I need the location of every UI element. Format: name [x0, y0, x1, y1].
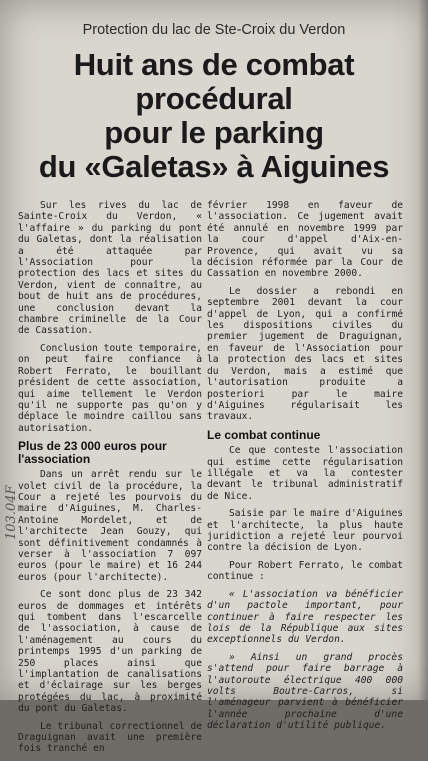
- title-line-1: Huit ans de combat: [73, 47, 355, 82]
- title-line-4: du «Galetas» à Aiguines: [38, 149, 390, 184]
- right-paragraph-1: février 1998 en faveur de l'association. Ce jugement avait été annulé en novembre 1999 par la cour d'appel d'Aix-en-Provence, qui avait vu sa décision réformée par la Cour de Cassation en novembre 2000.: [207, 200, 403, 280]
- left-paragraph-5: Le tribunal correctionnel de Draguignan avait une première fois tranché en: [18, 720, 202, 755]
- paper-edge-shadow: [418, 0, 428, 700]
- handwritten-note: 103.04F: [4, 485, 19, 540]
- article-title: [6, 48, 422, 184]
- title-line-2: procédural: [135, 81, 293, 116]
- left-subheading: Plus de 23 000 euros pour l'association: [18, 439, 167, 466]
- article-right-column: [207, 200, 403, 738]
- title-line-3: pour le parking: [104, 115, 324, 150]
- right-subheading: Le combat continue: [207, 427, 321, 442]
- right-paragraph-6: « L'association va bénéficier d'un pactole important, pour continuer à faire respecter les lois de la République aux sites exceptionnels du Verdon.: [207, 588, 403, 646]
- right-paragraph-4: Saisie par le maire d'Aiguines et l'architecte, la plus haute juridiction a rejeté leur pourvoi contre la décision de Lyon.: [207, 508, 403, 554]
- left-paragraph-3: Dans un arrêt rendu sur le volet civil de la procédure, la Cour a rejeté les pourvois du maire d'Aiguines, M. Charles-Antoine Mordelet, et de l'architecte Jean Gouzy, qui sont définitivement condamnés à verser à l'association 7 097 euros (pour le maire) et 16 244 euros (pour l'architecte).: [18, 469, 202, 583]
- left-paragraph-4: Ce sont donc plus de 23 342 euros de dommages et intérêts qui tombent dans l'escarcelle de l'association, à cause de l'aménagement au cours du printemps 1995 d'un parking de 250 places ainsi que l'implantation de canalisations et d'éclairage sur les berges protégées du lac, à proximité du pont du Galetas.: [18, 589, 202, 715]
- right-paragraph-3: Ce que conteste l'association qui estime cette régularisation illégale et va la contester devant le tribunal administratif de Nice.: [207, 445, 403, 502]
- left-paragraph-2: Conclusion toute temporaire, on peut faire confiance à Robert Ferrato, le bouillant président de cette association, qui aime tellement le Verdon qu'il ne supporte pas qu'on y déplace le moindre caillou sans autorisation.: [18, 342, 202, 434]
- right-paragraph-7: » Ainsi un grand procès s'attend pour faire barrage à l'autoroute électrique 400 000 volts Boutre-Carros, si l'aménageur parvient à bénéficier l'année prochaine d'une déclaration d'utilité publique.: [207, 651, 403, 732]
- article-kicker: Protection du lac de Ste-Croix du Verdon: [82, 22, 346, 38]
- left-paragraph-1: Sur les rives du lac de Sainte-Croix du Verdon, « l'affaire » du parking du pont du Galetas, dont la réalisation a été attaquée par l'Association pour la protection des lacs et sites du Verdon, vient de connaître, au bout de huit ans de procédures, une conclusion devant la chambre criminelle de la Cour de Cassation.: [18, 200, 202, 337]
- right-paragraph-2: Le dossier a rebondi en septembre 2001 devant la cour d'appel de Lyon, qui a confirmé les dispositions civiles du premier jugement de Draguignan, en faveur de l'Association pour la protection des lacs et sites du Verdon, mais a estimé que l'autorisation produite a posteriori par le maire d'Aiguines régularisait les travaux.: [207, 285, 403, 423]
- article-left-column: [18, 200, 202, 761]
- right-paragraph-5: Pour Robert Ferrato, le combat continue :: [207, 559, 403, 583]
